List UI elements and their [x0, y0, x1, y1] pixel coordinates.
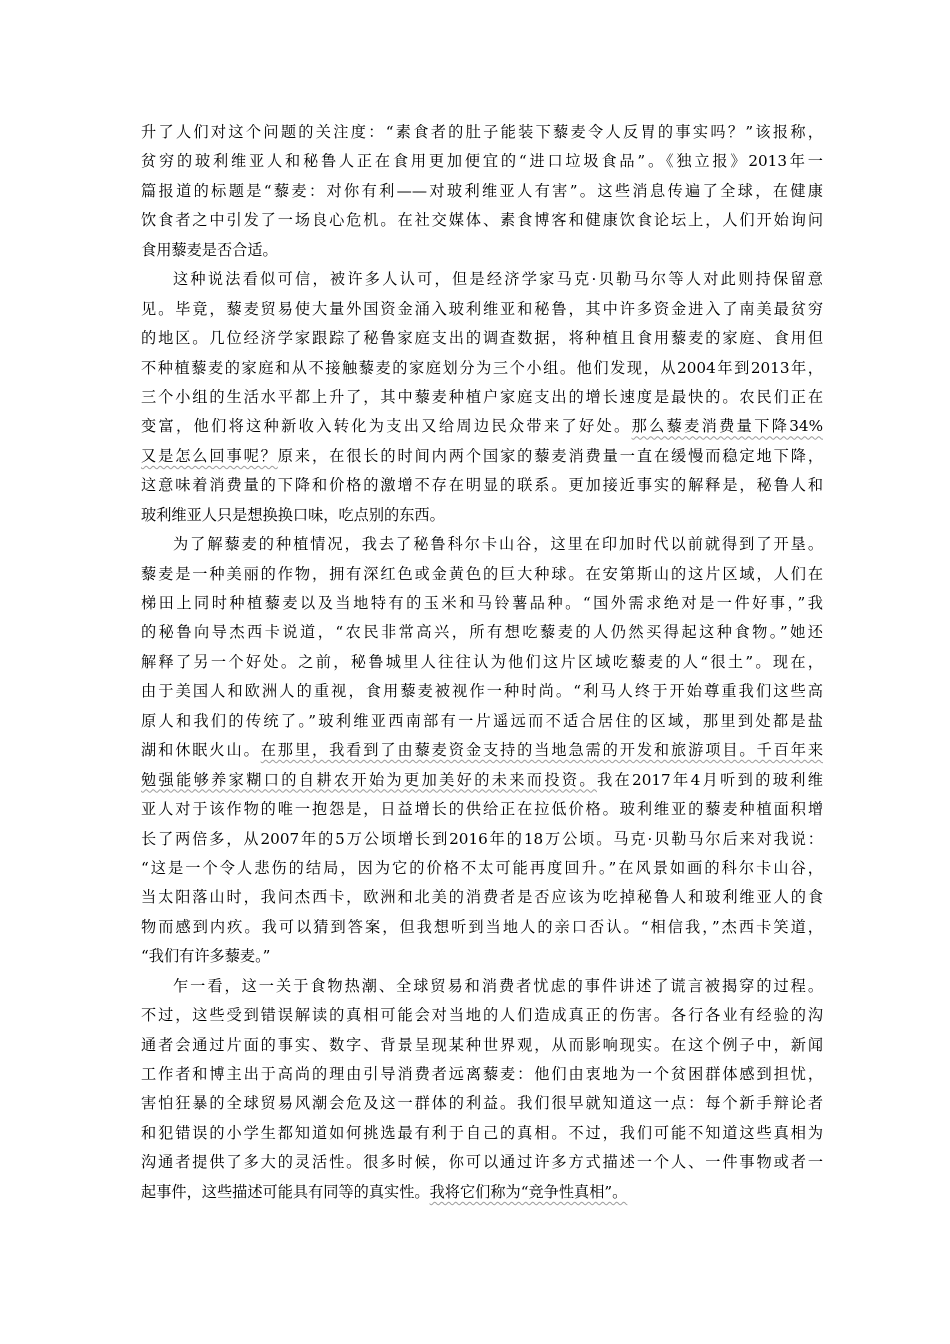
wavy-underlined-text: 又是怎么回事呢？ — [141, 446, 278, 465]
wavy-underlined-text: 我将它们称为“竞争性真相”。 — [429, 1182, 628, 1201]
paragraph-3 — [141, 530, 823, 972]
text-line: 玻利维亚人只是想换换口味，吃点别的东西。 — [141, 505, 445, 524]
line-segment: 湖和休眠火山。 — [141, 741, 261, 760]
text-line: 工作者和博主出于高尚的理由引导消费者远离藜麦：他们由衷地为一个贫困群体感到担忧， — [141, 1065, 823, 1083]
text-line: “这是一个令人悲伤的结局，因为它的价格不太可能再度回升。”在风景如画的科尔卡山谷， — [141, 858, 823, 877]
text-line: 梯田上同时种植藜麦以及当地特有的玉米和马铃薯品种。“国外需求绝对是一件好事，”我 — [141, 594, 823, 612]
text-line: 的秘鲁向导杰西卡说道，“农民非常高兴，所有想吃藜麦的人仍然买得起这种食物。”她还 — [141, 623, 823, 642]
line-segment: 起事件，这些描述可能具有同等的真实性。 — [141, 1182, 430, 1201]
text-line: 为了解藜麦的种植情况，我去了秘鲁科尔卡山谷，这里在印加时代以前就得到了开垦。 — [173, 535, 823, 554]
text-line: 不种植藜麦的家庭和从不接触藜麦的家庭划分为三个小组。他们发现，从2004年到2013年， — [141, 358, 823, 377]
text-line: 原人和我们的传统了。”玻利维亚西南部有一片遥远而不适合居住的区域，那里到处都是盐 — [141, 711, 823, 730]
text-line: 害怕狂暴的全球贸易风潮会危及这一群体的利益。我们很早就知道这一点：每个新手辩论者 — [141, 1094, 823, 1113]
text-line: 亚人对于该作物的唯一抱怨是，日益增长的供给正在拉低价格。玻利维亚的藜麦种植面积增 — [141, 800, 823, 819]
wavy-underlined-text: 那么藜麦消费量下降34% — [631, 417, 823, 436]
text-line: 见。毕竟，藜麦贸易使大量外国资金涌入玻利维亚和秘鲁，其中许多资金进入了南美最贫穷 — [141, 299, 823, 318]
text-line: 不过，这些受到错误解读的真相可能会对当地的人们造成真正的伤害。各行各业有经验的沟 — [141, 1006, 823, 1025]
text-line: 贫穷的玻利维亚人和秘鲁人正在食用更加便宜的“进口垃圾食品”。《独立报》2013年一 — [141, 152, 823, 171]
text-line: 和犯错误的小学生都知道如何挑选最有利于自己的真相。不过，我们可能不知道这些真相为 — [141, 1123, 823, 1142]
text-line — [141, 442, 823, 471]
text-line: 长了两倍多，从2007年的5万公顷增长到2016年的18万公顷。马克·贝勒马尔后来对我说： — [141, 829, 823, 848]
text-line: “我们有许多藜麦。” — [141, 947, 271, 966]
paragraph-2 — [141, 265, 823, 530]
text-line: 三个小组的生活水平都上升了，其中藜麦种植户家庭支出的增长速度是最快的。农民们正在 — [141, 387, 823, 406]
text-line: 乍一看，这一关于食物热潮、全球贸易和消费者忧虑的事件讲述了谎言被揭穿的过程。 — [173, 976, 823, 995]
line-segment: 变富，他们将这种新收入转化为支出又给周边民众带来了好处。 — [141, 417, 632, 436]
text-line: 的地区。几位经济学家跟踪了秘鲁家庭支出的调查数据，将种植且食用藜麦的家庭、食用但 — [141, 329, 823, 348]
text-line — [141, 1178, 823, 1207]
text-line: 饮食者之中引发了一场良心危机。在社交媒体、素食博客和健康饮食论坛上，人们开始询问 — [141, 211, 823, 230]
text-line: 食用藜麦是否合适。 — [141, 240, 278, 259]
text-line: 这意味着消费量的下降和价格的激增不存在明显的联系。更加接近事实的解释是，秘鲁人和 — [141, 476, 823, 495]
text-line — [141, 766, 823, 795]
text-line: 升了人们对这个问题的关注度：“素食者的肚子能装下藜麦令人反胃的事实吗？”该报称， — [141, 123, 823, 141]
text-line: 沟通者提供了多大的灵活性。很多时候，你可以通过许多方式描述一个人、一件事物或者一 — [141, 1153, 823, 1172]
document-page — [141, 118, 823, 1207]
paragraph-1 — [141, 118, 823, 265]
line-segment: 原来，在很长的时间内两个国家的藜麦消费量一直在缓慢而稳定地下降， — [277, 446, 824, 465]
text-line: 篇报道的标题是“藜麦：对你有利——对玻利维亚人有害”。这些消息传遍了全球，在健康 — [141, 181, 823, 200]
wavy-underlined-text: 在那里，我看到了由藜麦资金支持的当地急需的开发和旅游项目。千百年来 — [260, 741, 824, 760]
text-line — [141, 736, 823, 765]
paragraph-4 — [141, 972, 823, 1208]
text-line: 解释了另一个好处。之前，秘鲁城里人往往认为他们这片区域吃藜麦的人“很土”。现在， — [141, 652, 823, 671]
text-line — [141, 412, 823, 441]
text-line: 物而感到内疚。我可以猜到答案，但我想听到当地人的亲口否认。“相信我，”杰西卡笑道， — [141, 917, 823, 936]
text-line: 当太阳落山时，我问杰西卡，欧洲和北美的消费者是否应该为吃掉秘鲁人和玻利维亚人的食 — [141, 888, 823, 907]
text-line: 藜麦是一种美丽的作物，拥有深红色或金黄色的巨大种球。在安第斯山的这片区域，人们在 — [141, 564, 823, 583]
line-segment: 我在2017年4月听到的玻利维 — [596, 770, 823, 789]
text-line: 由于美国人和欧洲人的重视，食用藜麦被视作一种时尚。“利马人终于开始尊重我们这些高 — [141, 682, 823, 701]
wavy-underlined-text: 勉强能够养家糊口的自耕农开始为更加美好的未来而投资。 — [141, 770, 597, 789]
text-line: 这种说法看似可信，被许多人认可，但是经济学家马克·贝勒马尔等人对此则持保留意 — [173, 270, 823, 289]
text-line: 通者会通过片面的事实、数字、背景呈现某种世界观，从而影响现实。在这个例子中，新闻 — [141, 1035, 823, 1054]
